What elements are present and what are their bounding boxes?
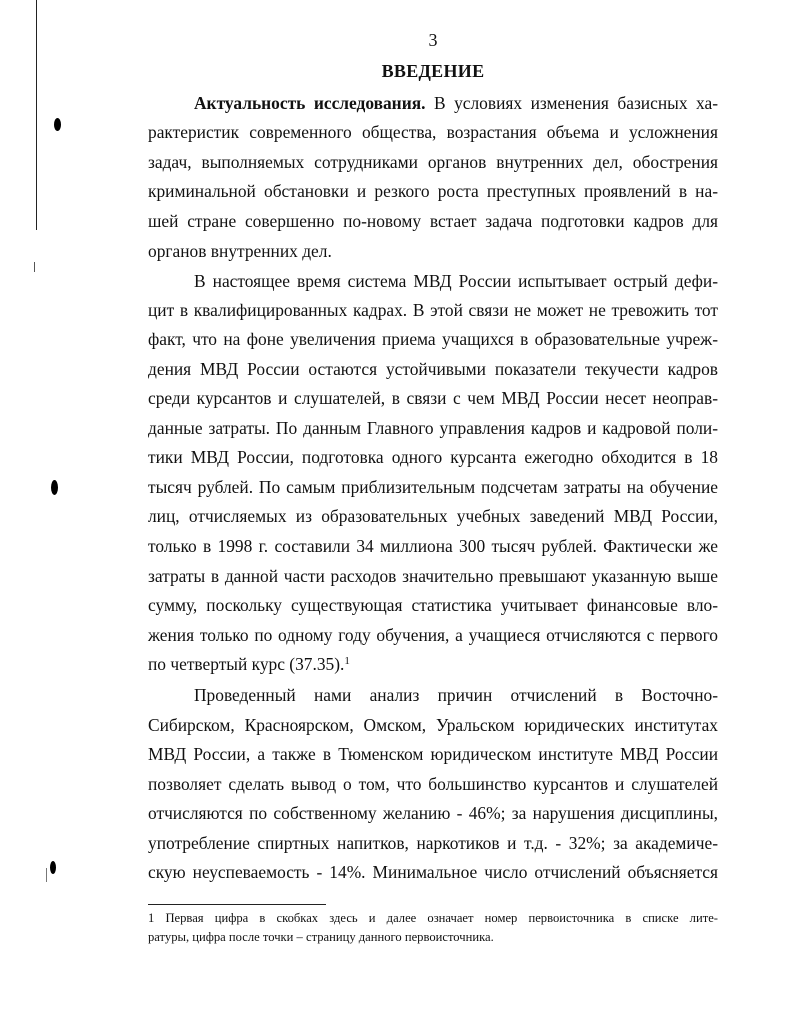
- paragraph-line: В настоящее время система МВД России испытывает острый дефи-: [194, 271, 718, 291]
- footnote-line: ратуры, цифра после точки – страницу данного первоисточника.: [148, 930, 494, 944]
- paragraph-line: факт, что на фоне увеличения приема учащихся в образовательные учреж-: [148, 329, 718, 349]
- paragraph-line: Проведенный нами анализ причин отчислений в Восточно-: [194, 685, 718, 705]
- paragraph-line: среди курсантов и слушателей, в связи с чем МВД России несет неоправ-: [148, 388, 718, 408]
- paragraph-line: сумму, поскольку существующая статистика учитывает финансовые вло-: [148, 595, 718, 615]
- paragraph-line: лиц, отчисляемых из образовательных учебных заведений МВД России,: [148, 506, 718, 526]
- paragraph-line: рактеристик современного общества, возрастания объема и усложнения: [148, 122, 718, 142]
- punch-hole-icon: [54, 118, 61, 131]
- paragraph-line: Актуальность исследования. В условиях изменения базисных ха-: [194, 93, 718, 113]
- paragraph-line: отчисляются по собственному желанию - 46%; за нарушения дисциплины,: [148, 803, 718, 823]
- punch-hole-icon: [51, 480, 58, 495]
- paragraph-line: данные затраты. По данным Главного управления кадров и кадровой поли-: [148, 418, 718, 438]
- paragraph-line: задач, выполняемых сотрудниками органов внутренних дел, обострения: [148, 152, 718, 172]
- footnote-ref[interactable]: 1: [344, 655, 350, 667]
- footnote-line: 1 Первая цифра в скобках здесь и далее означает номер первоисточника в списке лите-: [148, 911, 718, 925]
- paragraph-line: тысяч рублей. По самым приблизительным подсчетам затраты на обучение: [148, 477, 718, 497]
- paragraph-line: криминальной обстановки и резкого роста преступных проявлений в на-: [148, 181, 718, 201]
- footnote-divider: [148, 904, 326, 905]
- paragraph-line: шей стране совершенно по-новому встает задача подготовки кадров для: [148, 211, 718, 231]
- paragraph-line: только в 1998 г. составили 34 миллиона 300 тысяч рублей. Фактически же: [148, 536, 718, 556]
- paragraph-lead: Актуальность исследования.: [194, 93, 426, 113]
- page-title: ВВЕДЕНИЕ: [381, 61, 485, 81]
- paragraph-line: по четвертый курс (37.35).$^1$: [148, 654, 350, 674]
- paragraph-line: цит в квалифицированных кадрах. В этой связи не может не тревожить тот: [148, 300, 718, 320]
- paragraph-line: позволяет сделать вывод о том, что большинство курсантов и слушателей: [148, 774, 718, 794]
- paragraph-line: дения МВД России остаются устойчивыми показатели текучести кадров: [148, 359, 718, 379]
- scan-mark: [34, 262, 35, 272]
- paragraph-line: органов внутренних дел.: [148, 241, 332, 261]
- paragraph-line: Сибирском, Красноярском, Омском, Уральском юридических институтах: [148, 715, 718, 735]
- paragraph-line: скую неуспеваемость - 14%. Минимальное число отчислений объясняется: [148, 862, 718, 882]
- paragraph-line: тики МВД России, подготовка одного курсанта ежегодно обходится в 18: [148, 447, 718, 467]
- paragraph-line: затраты в данной части расходов значительно превышают указанную выше: [148, 566, 718, 586]
- scan-mark: [46, 868, 47, 882]
- paragraph-line: употребление спиртных напитков, наркотиков и т.д. - 32%; за академиче-: [148, 833, 718, 853]
- paragraph-line: жения только по одному году обучения, а учащиеся отчисляются с первого: [148, 625, 718, 645]
- punch-hole-icon: [50, 861, 56, 874]
- paragraph-line: МВД России, а также в Тюменском юридическом институте МВД России: [148, 744, 718, 764]
- page-number: 3: [428, 30, 438, 50]
